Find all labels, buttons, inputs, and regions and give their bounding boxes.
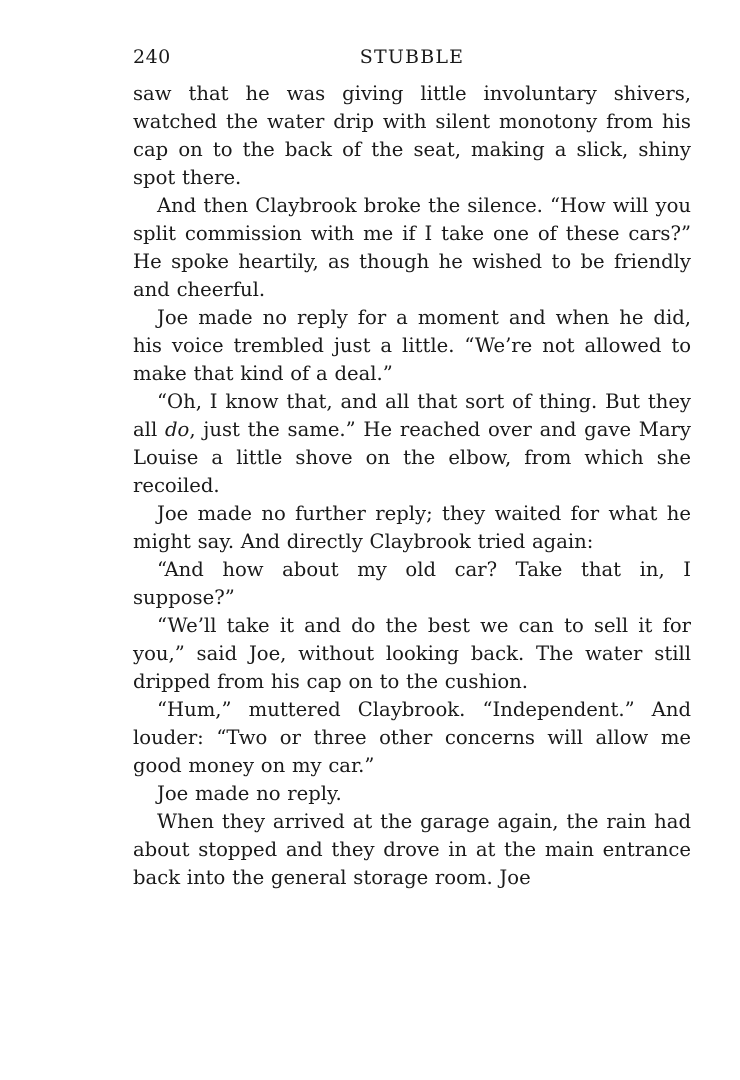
paragraph: “We’ll take it and do the best we can to sell it for you,” said Joe, without looking back. The water still dripped from his cap on to the cushion. [133, 614, 691, 693]
paragraph-text: “Oh, I know that, and all that sort of thing. But they all [133, 390, 691, 441]
paragraph: And then Claybrook broke the silence. “How will you split commission with me if I take one of these cars?” He spoke heartily, as though he wished to be friendly and cheerful. [133, 194, 691, 301]
paragraph: “And how about my old car? Take that in, I suppose?” [133, 558, 691, 609]
paragraph: saw that he was giving little involuntary shivers, watched the water drip with silent monotony from his cap on to the back of the seat, making a slick, shiny spot there. [133, 82, 691, 189]
page-header [133, 46, 691, 80]
running-title: STUBBLE [359, 46, 465, 68]
book-page [133, 46, 691, 892]
paragraph [133, 388, 691, 500]
paragraph-text: , just the same.” He reached over and gave Mary Louise a little shove on the elbow, from which she recoiled. [133, 418, 691, 497]
paragraph: Joe made no reply for a moment and when he did, his voice trembled just a little. “We’re not allowed to make that kind of a deal.” [133, 306, 691, 385]
paragraph: Joe made no further reply; they waited for what he might say. And directly Claybrook tried again: [133, 502, 691, 553]
emphasized-text: do [164, 418, 190, 441]
paragraph: When they arrived at the garage again, the rain had about stopped and they drove in at the main entrance back into the general storage room. Joe [133, 810, 691, 889]
paragraph: “Hum,” muttered Claybrook. “Independent.” And louder: “Two or three other concerns will allow me good money on my car.” [133, 698, 691, 777]
page-number: 240 [133, 46, 171, 68]
body-text [133, 80, 691, 892]
paragraph: Joe made no reply. [157, 782, 342, 805]
